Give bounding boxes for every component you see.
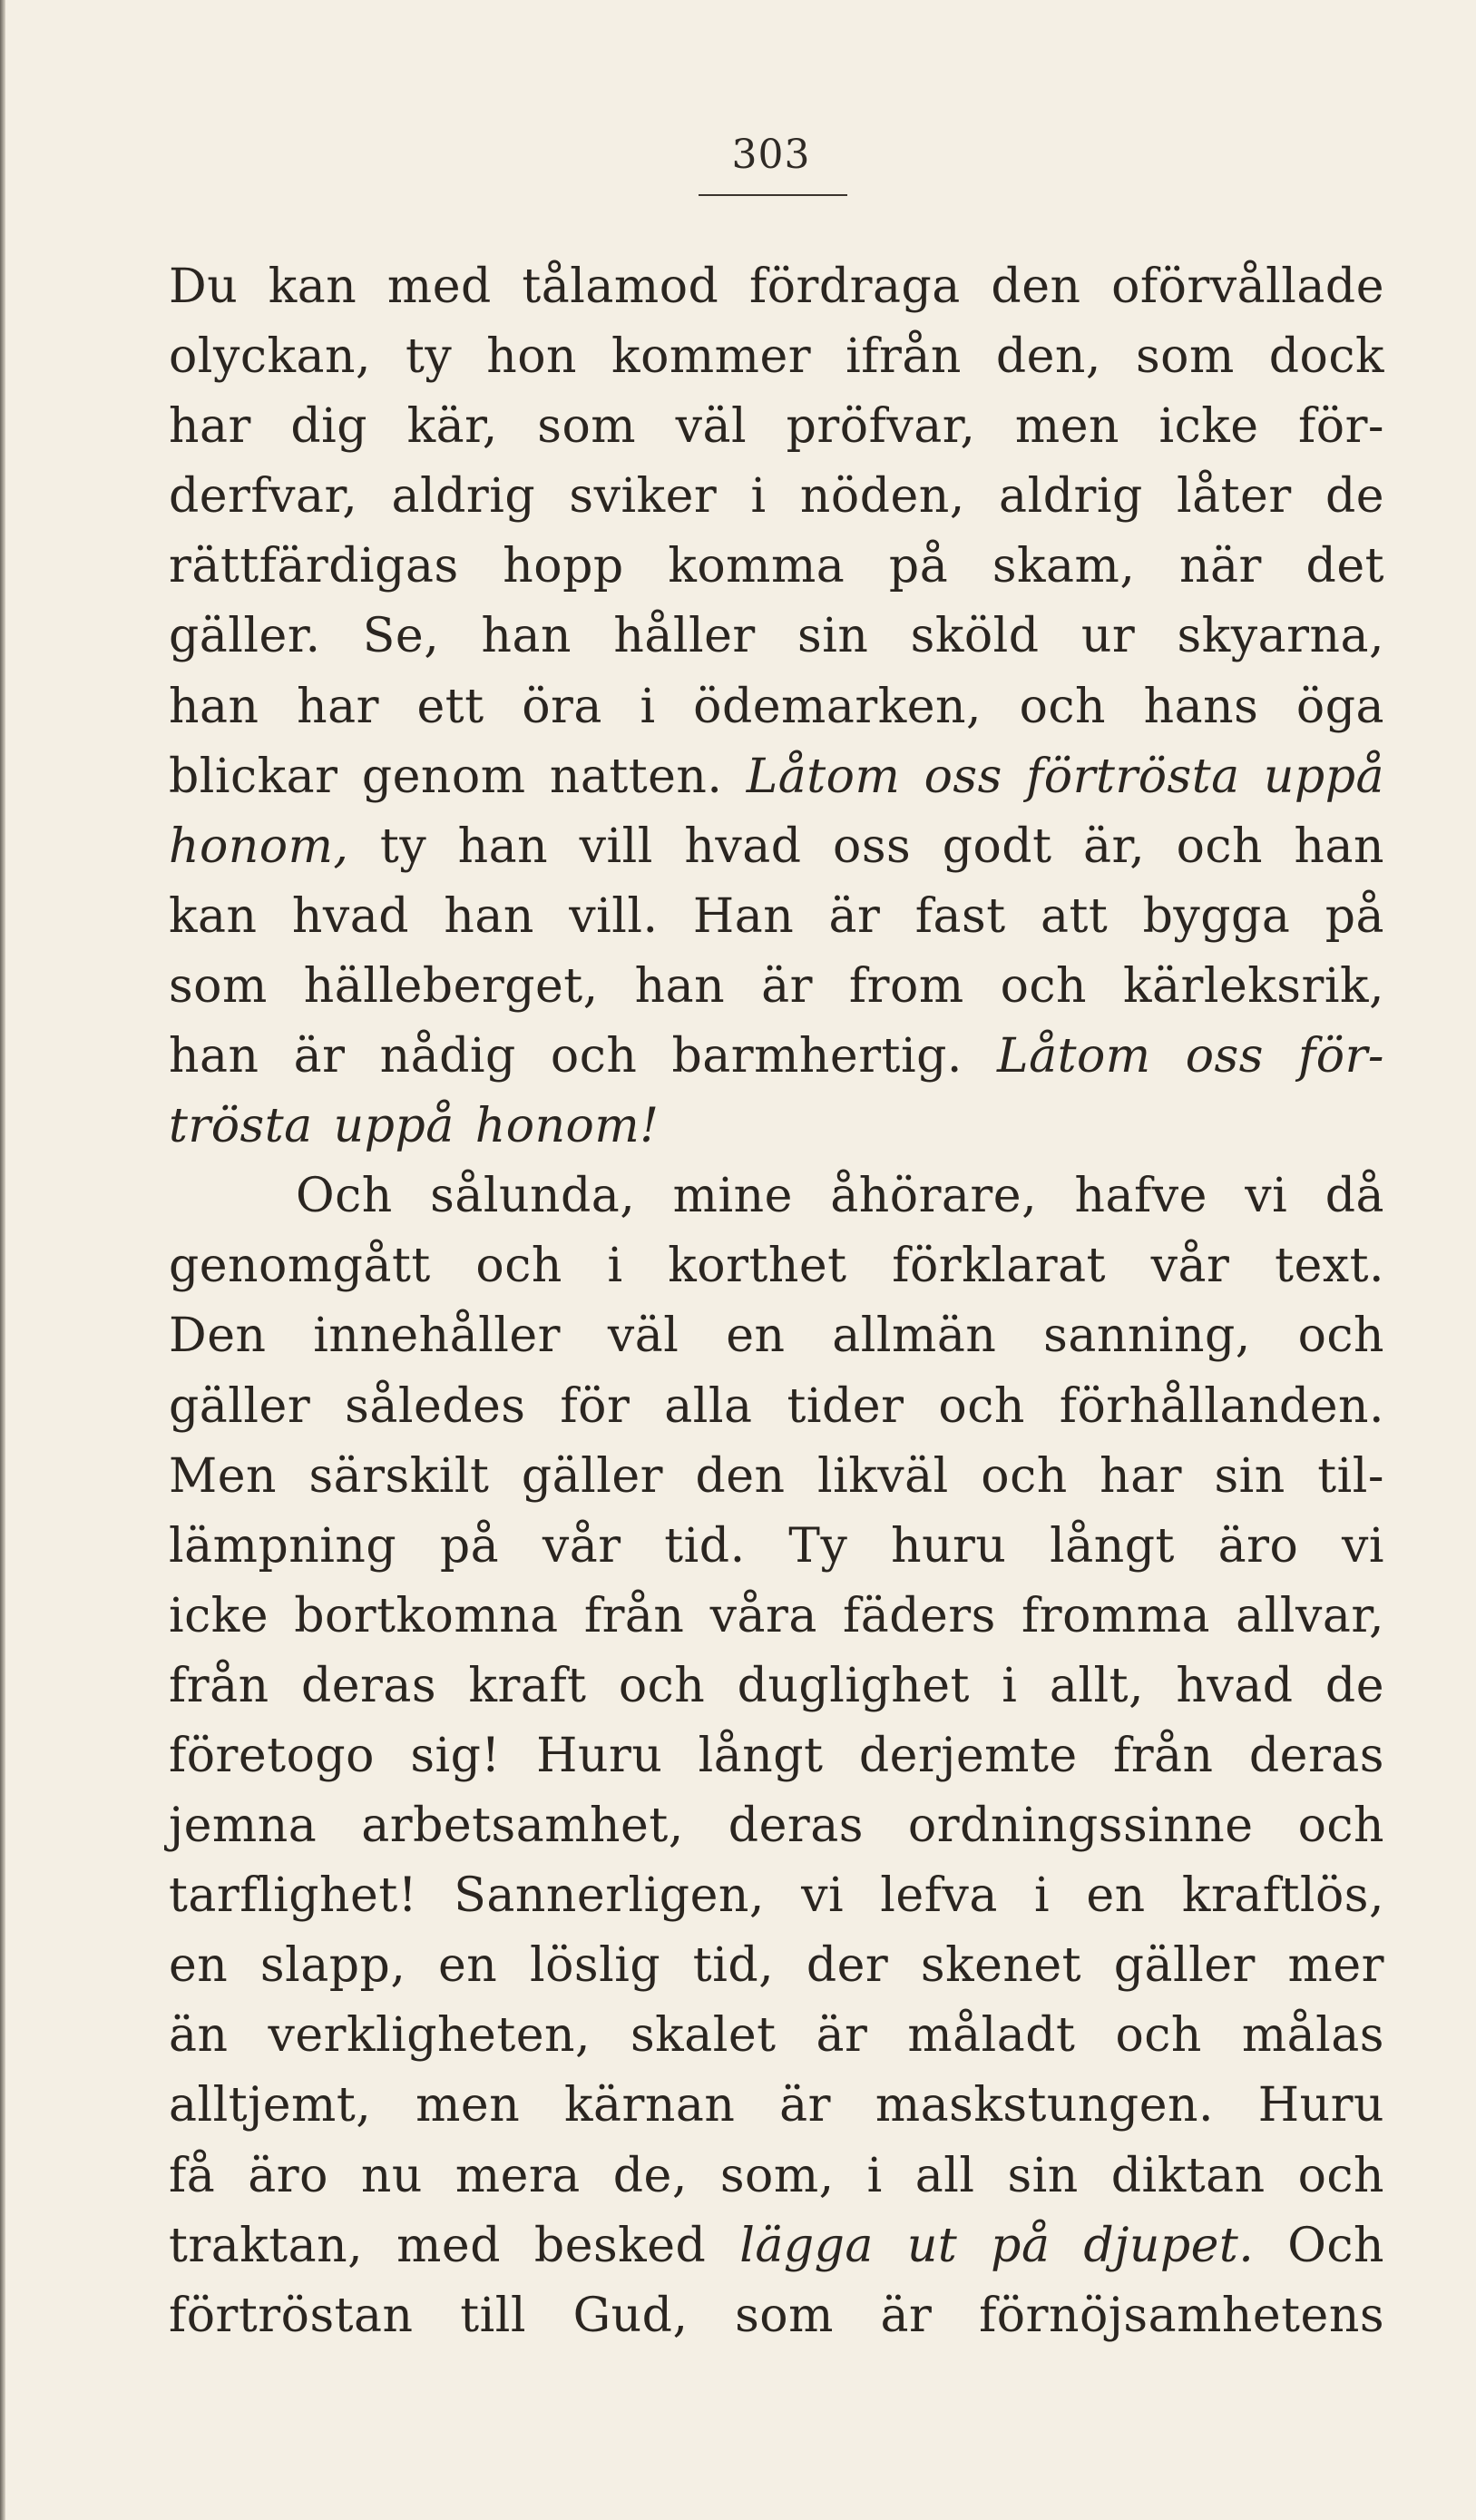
text-line [169, 1652, 1384, 1721]
text-span: han är nådig och barmhertig. [169, 1029, 998, 1084]
text-span: har dig kär, som väl pröfvar, men icke för- [169, 399, 1384, 455]
italic-text: Låtom oss förtrösta uppå [746, 749, 1384, 804]
text-line [169, 882, 1384, 952]
text-line [169, 532, 1384, 602]
text-line [169, 1512, 1384, 1582]
text-line [169, 1022, 1384, 1092]
text-span: olyckan, ty hon kommer ifrån den, som dock [169, 329, 1384, 385]
text-span: Och [1254, 2218, 1384, 2273]
text-line [169, 2142, 1384, 2211]
text-span: gäller. Se, han håller sin sköld ur skyarna, [169, 609, 1384, 664]
text-span: ty han vill hvad oss godt är, och han [348, 819, 1384, 874]
text-line [169, 2211, 1384, 2281]
text-line [169, 2281, 1384, 2351]
text-span: alltjemt, men kärnan är maskstungen. Huru [169, 2078, 1384, 2133]
italic-text: lägga ut på djupet. [739, 2218, 1255, 2273]
text-span: kan hvad han vill. Han är fast att bygga på [169, 888, 1384, 944]
text-span: som hälleberget, han är from och kärleksrik, [169, 958, 1384, 1014]
text-line [169, 2071, 1384, 2141]
italic-text: Låtom oss för- [997, 1029, 1384, 1084]
page-number: 303 [731, 132, 811, 178]
text-span: han har ett öra i ödemarken, och hans öga [169, 679, 1384, 734]
text-line [169, 1162, 1384, 1231]
text-line [169, 462, 1384, 532]
text-span: än verkligheten, skalet är måladt och målas [169, 2008, 1384, 2064]
italic-text: honom, [169, 819, 349, 874]
text-span: lämpning på vår tid. Ty huru långt äro vi [169, 1518, 1384, 1574]
text-line [169, 1721, 1384, 1791]
text-span: genomgått och i korthet förklarat vår text. [169, 1239, 1384, 1294]
text-span: icke bortkomna från våra fäders fromma allvar, [169, 1588, 1384, 1643]
text-line [169, 1442, 1384, 1512]
text-span: traktan, med besked [169, 2218, 740, 2273]
text-line [169, 322, 1384, 392]
text-span: gäller således för alla tider och förhållanden. [169, 1378, 1384, 1434]
text-line [169, 742, 1384, 812]
text-line [169, 1791, 1384, 1861]
text-line [169, 672, 1384, 742]
text-line [169, 252, 1384, 322]
page-number-rule [699, 194, 847, 196]
text-line [169, 1582, 1384, 1652]
text-span: få äro nu mera de, som, i all sin diktan och [169, 2148, 1384, 2203]
body-text [169, 252, 1384, 2351]
text-span: Men särskilt gäller den likväl och har sin til- [169, 1448, 1384, 1504]
text-line [169, 1931, 1384, 2001]
text-line [169, 1231, 1384, 1301]
scan-edge [0, 0, 5, 2520]
text-span: från deras kraft och duglighet i allt, hvad de [169, 1658, 1384, 1713]
text-line [169, 392, 1384, 462]
text-span: rättfärdigas hopp komma på skam, när det [169, 539, 1384, 594]
text-span: jemna arbetsamhet, deras ordningssinne och [169, 1799, 1384, 1854]
text-line [169, 1861, 1384, 1931]
text-span: Den innehåller väl en allmän sanning, och [169, 1309, 1384, 1364]
text-span: en slapp, en löslig tid, der skenet gäller mer [169, 1938, 1384, 1994]
text-span: derfvar, aldrig sviker i nöden, aldrig låter de [169, 469, 1384, 525]
text-span: tarflighet! Sannerligen, vi lefva i en kraftlös, [169, 1868, 1384, 1924]
text-line [169, 1301, 1384, 1371]
italic-text: trösta uppå honom! [169, 1099, 660, 1154]
text-span: blickar genom natten. [169, 749, 747, 804]
text-line [169, 1372, 1384, 1442]
text-line [169, 1092, 1384, 1162]
text-span: Du kan med tålamod fördraga den oförvållade [169, 260, 1384, 314]
text-span: förtröstan till Gud, som är förnöjsamhetens [169, 2288, 1384, 2343]
text-span: företogo sig! Huru långt derjemte från deras [169, 1728, 1384, 1783]
text-span: Och sålunda, mine åhörare, hafve vi då [296, 1169, 1384, 1224]
text-line [169, 952, 1384, 1022]
text-line [169, 2001, 1384, 2071]
text-line [169, 812, 1384, 882]
text-line [169, 602, 1384, 672]
